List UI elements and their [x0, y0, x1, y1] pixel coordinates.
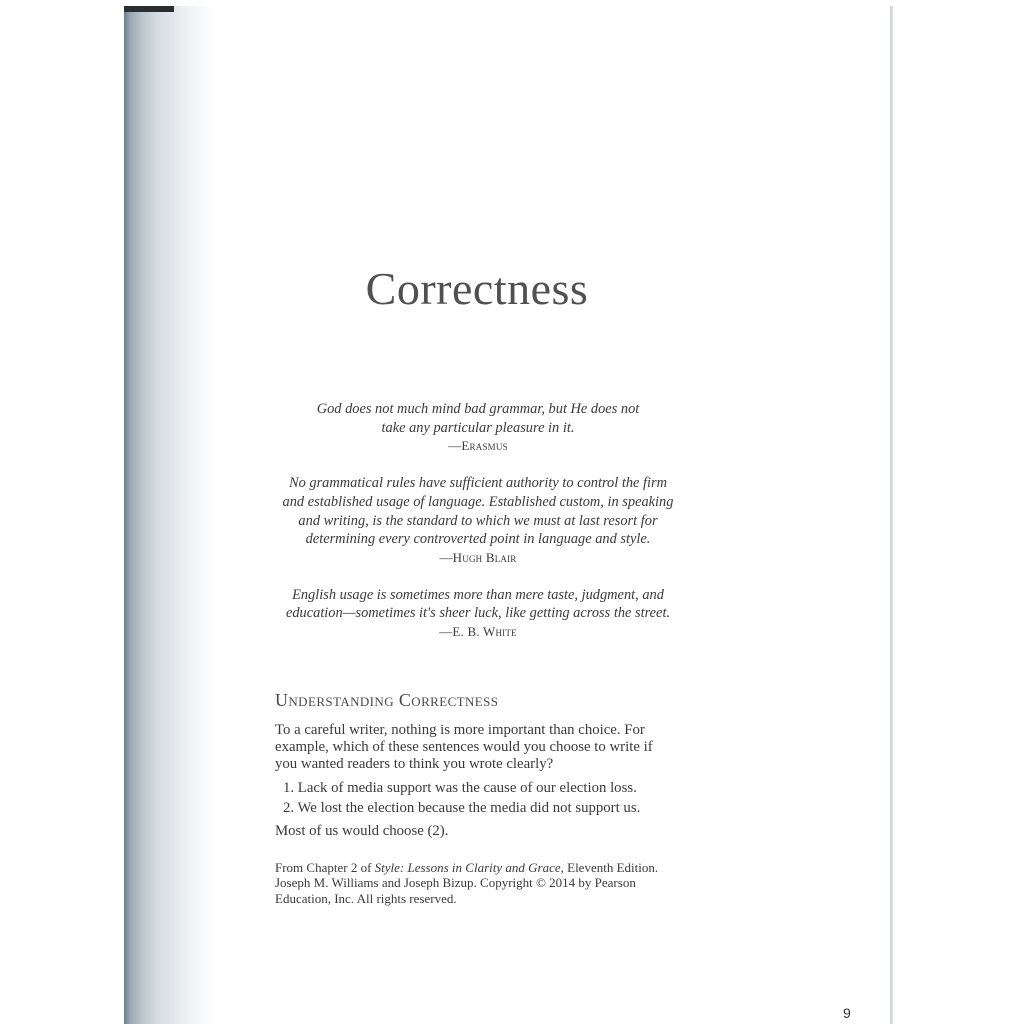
- chapter-title: Correctness: [365, 263, 589, 314]
- epigraph-quote-line: God does not much mind bad grammar, but He does not: [316, 401, 640, 417]
- scan-background: [0, 0, 124, 1024]
- epigraph-quote-line: determining every controverted point in language and style.: [305, 531, 651, 548]
- source-line: Joseph M. Williams and Joseph Bizup. Copyright © 2014 by Pearson: [275, 875, 636, 891]
- conclusion-paragraph: Most of us would choose (2).: [275, 823, 449, 839]
- intro-paragraph: [275, 722, 695, 773]
- section-heading: Understanding Correctness: [275, 690, 499, 710]
- example-sentence: 2. We lost the election because the media did not support us.: [283, 800, 641, 816]
- example-sentence: 1. Lack of media support was the cause of our election loss.: [283, 780, 637, 796]
- intro-line: example, which of these sentences would you choose to write if: [275, 739, 653, 755]
- source-line: [275, 860, 705, 875]
- book-title: Style: Lessons in Clarity and Grace: [374, 860, 561, 875]
- source-prefix: From Chapter 2 of: [275, 860, 375, 875]
- page-number: 9: [843, 1005, 851, 1021]
- epigraph-quote-line: No grammatical rules have sufficient authority to control the firm: [289, 475, 667, 492]
- epigraph-attribution: —Hugh Blair: [439, 549, 517, 565]
- epigraph-attribution: —Erasmus: [448, 438, 508, 454]
- intro-line: you wanted readers to think you wrote clearly?: [275, 756, 554, 772]
- epigraphs: [262, 400, 694, 660]
- intro-line: To a careful writer, nothing is more important than choice. For: [275, 722, 645, 738]
- epigraph-quote-line: education—sometimes it's sheer luck, like getting across the street.: [285, 605, 671, 622]
- epigraph-quote-line: and writing, is the standard to which we must at last resort for: [298, 512, 658, 529]
- epigraph-quote-line: take any particular pleasure in it.: [381, 419, 575, 436]
- source-note: [275, 860, 705, 906]
- source-edition: , Eleventh Edition.: [560, 860, 659, 875]
- epigraph-eb-white: [262, 586, 694, 642]
- source-line: Education, Inc. All rights reserved.: [275, 890, 457, 906]
- epigraph-quote-line: English usage is sometimes more than mere taste, judgment, and: [292, 586, 664, 603]
- epigraph-hugh-blair: [262, 474, 694, 568]
- example-sentences: [283, 778, 640, 818]
- epigraph-attribution: —E. B. White: [439, 624, 517, 640]
- gutter-shadow: [124, 6, 214, 1024]
- gutter-corner: [124, 6, 174, 12]
- page-edge: [890, 6, 893, 1024]
- epigraph-quote-line: and established usage of language. Established custom, in speaking: [282, 493, 674, 510]
- epigraph-erasmus: [262, 400, 694, 456]
